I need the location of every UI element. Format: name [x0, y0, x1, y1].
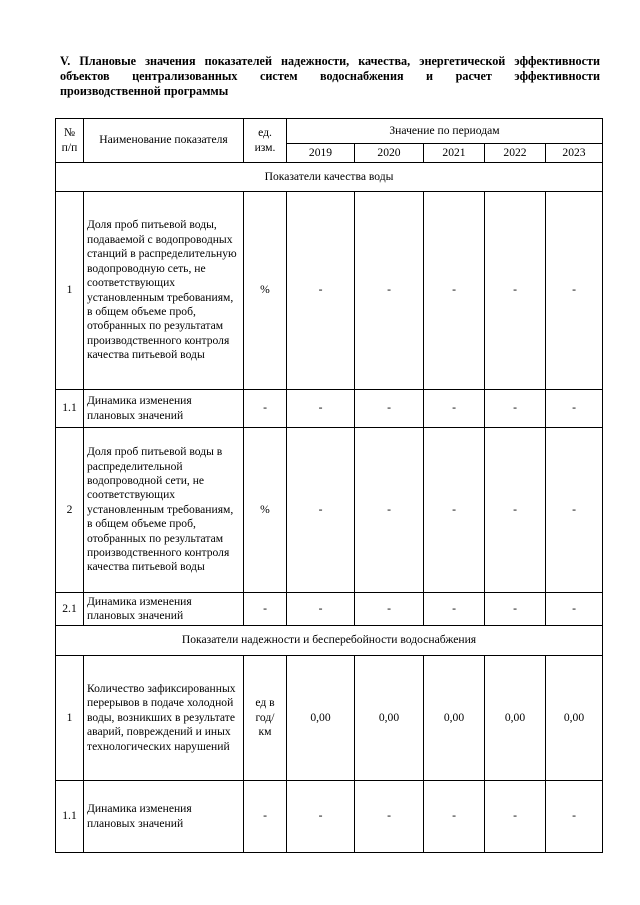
row-name: Доля проб питьевой воды в распределительной водопроводной сети, не соответствующих установленным требованиям, в общем объеме проб, отобранных по результатам производственного контроля качества питьевой воды — [84, 428, 244, 593]
row-unit: - — [244, 781, 287, 853]
header-name: Наименование показателя — [84, 119, 244, 163]
row-value: - — [355, 781, 424, 853]
row-name: Динамика изменения плановых значений — [84, 390, 244, 428]
row-value: - — [287, 192, 355, 390]
row-value: 0,00 — [287, 656, 355, 781]
row-num: 1 — [56, 192, 84, 390]
row-value: 0,00 — [485, 656, 546, 781]
row-value: - — [424, 428, 485, 593]
section-title: Показатели надежности и бесперебойности водоснабжения — [56, 626, 603, 656]
header-periods: Значение по периодам — [287, 119, 603, 144]
row-name: Динамика изменения плановых значений — [84, 781, 244, 853]
row-value: - — [424, 192, 485, 390]
row-value: - — [485, 390, 546, 428]
row-unit: % — [244, 192, 287, 390]
row-value: - — [546, 192, 603, 390]
row-value: - — [485, 428, 546, 593]
header-year: 2019 — [287, 144, 355, 163]
heading-line-3: производственной программы — [60, 84, 229, 98]
row-value: - — [287, 781, 355, 853]
row-value: - — [287, 593, 355, 626]
row-num: 1.1 — [56, 781, 84, 853]
row-value: - — [546, 593, 603, 626]
row-value: 0,00 — [424, 656, 485, 781]
header-year: 2021 — [424, 144, 485, 163]
row-value: - — [355, 192, 424, 390]
row-value: - — [546, 781, 603, 853]
row-name: Доля проб питьевой воды, подаваемой с водопроводных станций в распределительную водопроводную сеть, не соответствующих установленным требованиям, в общем объеме проб, отобранных по результатам производственного контроля качества питьевой воды — [84, 192, 244, 390]
indicators-table — [55, 118, 603, 853]
row-name: Динамика изменения плановых значений — [84, 593, 244, 626]
row-value: - — [287, 390, 355, 428]
row-num: 2.1 — [56, 593, 84, 626]
row-value: - — [355, 428, 424, 593]
header-year: 2023 — [546, 144, 603, 163]
heading-line-1: V. Плановые значения показателей надежности, качества, энергетической эффективности — [60, 54, 600, 68]
row-value: - — [424, 593, 485, 626]
section-title: Показатели качества воды — [56, 163, 603, 192]
row-value: - — [546, 390, 603, 428]
header-unit: ед. изм. — [244, 119, 287, 163]
row-unit: - — [244, 390, 287, 428]
row-unit: % — [244, 428, 287, 593]
header-year: 2020 — [355, 144, 424, 163]
row-value: - — [485, 192, 546, 390]
header-num: № п/п — [56, 119, 84, 163]
row-num: 1 — [56, 656, 84, 781]
row-value: - — [287, 428, 355, 593]
row-value: - — [424, 390, 485, 428]
row-value: - — [485, 781, 546, 853]
row-value: - — [485, 593, 546, 626]
row-num: 2 — [56, 428, 84, 593]
section-heading — [60, 54, 600, 99]
row-value: - — [355, 390, 424, 428]
header-year: 2022 — [485, 144, 546, 163]
row-value: - — [355, 593, 424, 626]
row-value: 0,00 — [355, 656, 424, 781]
row-unit: ед в год/ км — [244, 656, 287, 781]
row-unit: - — [244, 593, 287, 626]
heading-line-2: объектов централизованных систем водоснабжения и расчет эффективности — [60, 69, 600, 83]
row-value: 0,00 — [546, 656, 603, 781]
row-value: - — [546, 428, 603, 593]
row-name: Количество зафиксированных перерывов в подаче холодной воды, возникших в результате аварий, повреждений и иных технологических нарушений — [84, 656, 244, 781]
row-num: 1.1 — [56, 390, 84, 428]
row-value: - — [424, 781, 485, 853]
